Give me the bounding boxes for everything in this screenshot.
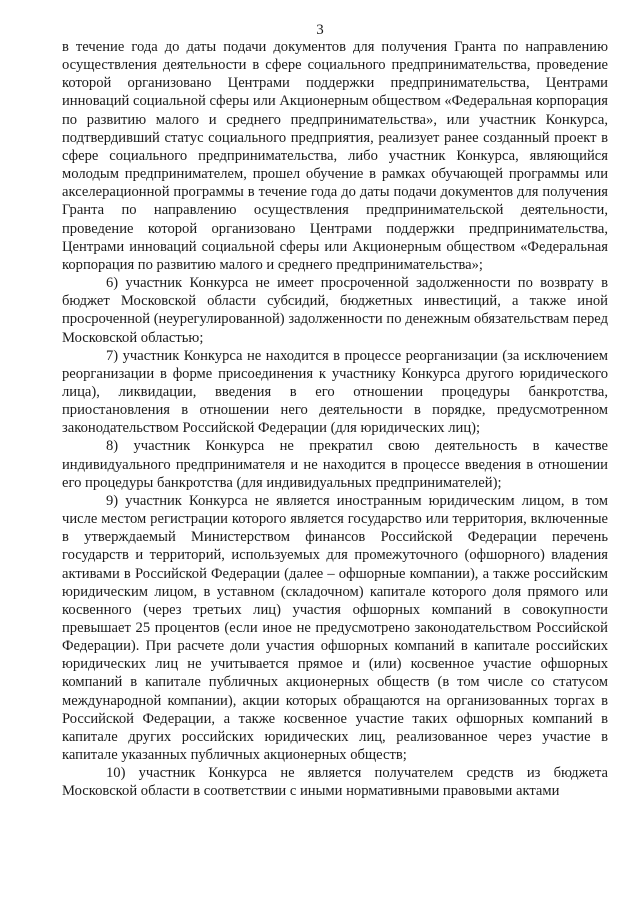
paragraph-item-8: 8) участник Конкурса не прекратил свою деятельность в качестве индивидуального предпринимателя и не находится в процессе введения в отношении его процедуры банкротства (для индивидуальных предпринимателей);	[62, 438, 608, 491]
page-number: 3	[316, 22, 324, 38]
paragraph-item-9: 9) участник Конкурса не является иностранным юридическим лицом, в том числе местом регистрации которого является государство или территория, включенные в утверждаемый Министерством финансов Российской Федерации перечень государств и территорий, используемых для промежуточного (офшорного) владения активами в Российской Федерации (далее – офшорные компании), а также российским юридическим лицом, в уставном (складочном) капитале которого доля прямого или косвенного (через третьих лиц) участия офшорных компаний в совокупности превышает 25 процентов (если иное не предусмотрено законодательством Российской Федерации). При расчете доли участия офшорных компаний в капитале российских юридических лиц не учитывается прямое и (или) косвенное участие офшорных компаний в капитале публичных акционерных обществ (в том числе со статусом международной компании), акции которых обращаются на организованных торгах в Российской Федерации, а также косвенное участие таких офшорных компаний в капитале других российских юридических лиц, реализованное через участие в капитале указанных публичных акционерных обществ;	[62, 492, 608, 764]
paragraph-item-10: 10) участник Конкурса не является получателем средств из бюджета Московской области в соответствии с иными нормативными правовыми актами	[62, 765, 608, 800]
paragraph-item-7: 7) участник Конкурса не находится в процессе реорганизации (за исключением реорганизации в форме присоединения к участнику Конкурса другого юридического лица), ликвидации, введения в его отношении процедуры банкротства, приостановления в отношении него деятельности в порядке, предусмотренном законодательством Российской Федерации (для юридических лиц);	[62, 347, 608, 437]
paragraph-item-5-continuation: в течение года до даты подачи документов для получения Гранта по направлению осуществления деятельности в сфере социального предпринимательства, проведение которой организовано Центрами поддержки предпринимательства, Центрами инноваций социальной сферы или Акционерным обществом «Федеральная корпорация по развитию малого и среднего предпринимательства», или участник Конкурса, подтвердивший статус социального предприятия, реализует ранее созданный проект в сфере социального предпринимательства, либо участник Конкурса, являющийся молодым предпринимателем, прошел обучение в рамках обучающей программы или акселерационной программы в течение года до даты подачи документов для получения Гранта по направлению осуществления предпринимательской деятельности, проведение которой организовано Центрами поддержки предпринимательства, Центрами инноваций социальной сферы или Акционерным обществом «Федеральная корпорация по развитию малого и среднего предпринимательства»;	[62, 39, 609, 273]
paragraph-item-6: 6) участник Конкурса не имеет просроченной задолженности по возврату в бюджет Московской области субсидий, бюджетных инвестиций, а также иной просроченной (неурегулированной) задолженности по денежным обязательствам перед Московской областью;	[62, 275, 608, 346]
document-body	[62, 38, 608, 801]
